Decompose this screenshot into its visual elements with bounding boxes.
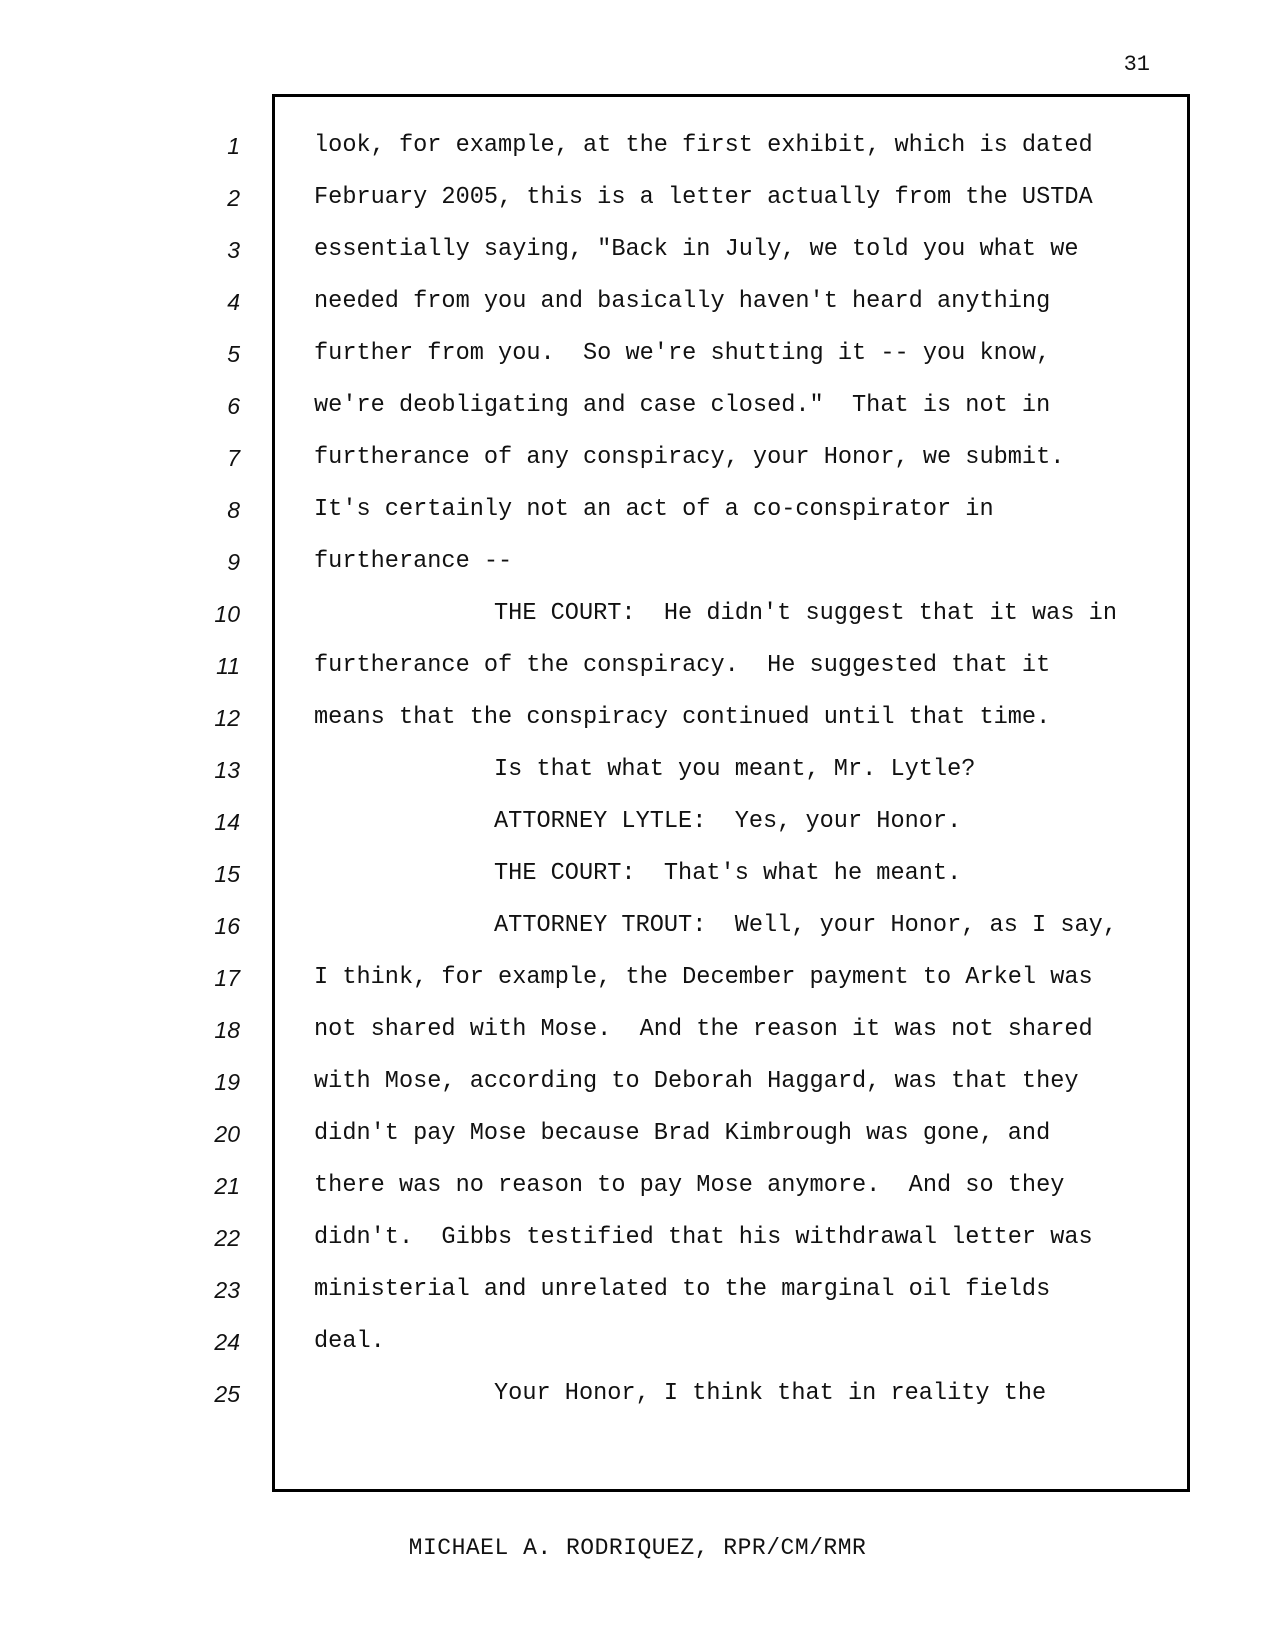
line-number: 1 [227,133,240,159]
transcript-line: didn't. Gibbs testified that his withdrawal letter was [314,1224,1093,1251]
line-number: 17 [214,965,240,991]
transcript-line: essentially saying, "Back in July, we told you what we [314,236,1079,263]
line-number: 6 [227,393,240,419]
transcript-line: furtherance of the conspiracy. He suggested that it [314,652,1051,679]
transcript-line: not shared with Mose. And the reason it was not shared [314,1016,1093,1043]
line-number: 8 [227,497,240,523]
transcript-line: deal. [314,1328,385,1355]
line-number: 19 [214,1069,240,1095]
line-number: 23 [214,1277,240,1303]
transcript-line: ATTORNEY TROUT: Well, your Honor, as I say, [494,912,1117,939]
transcript-line: Is that what you meant, Mr. Lytle? [494,756,976,783]
transcript-line: further from you. So we're shutting it -- you know, [314,340,1051,367]
line-number: 13 [214,757,240,783]
line-number: 12 [214,705,240,731]
transcript-line: needed from you and basically haven't heard anything [314,288,1051,315]
transcript-line: didn't pay Mose because Brad Kimbrough was gone, and [314,1120,1051,1147]
transcript-line: furtherance of any conspiracy, your Honor, we submit. [314,444,1065,471]
transcript-line: I think, for example, the December payment to Arkel was [314,964,1093,991]
line-number: 9 [227,549,240,575]
transcript-line: furtherance -- [314,548,513,575]
transcript-line: February 2005, this is a letter actually from the USTDA [314,184,1093,211]
line-number: 16 [214,913,240,939]
transcript-line: look, for example, at the first exhibit, which is dated [314,132,1093,159]
line-number-column [190,0,240,1650]
transcript-line: with Mose, according to Deborah Haggard, was that they [314,1068,1079,1095]
transcript-line: THE COURT: He didn't suggest that it was in [494,600,1117,627]
transcript-line: Your Honor, I think that in reality the [494,1380,1047,1407]
transcript-line: we're deobligating and case closed." That is not in [314,392,1051,419]
transcript-line: ministerial and unrelated to the marginal oil fields [314,1276,1051,1303]
line-number: 7 [227,445,240,471]
transcript-line: THE COURT: That's what he meant. [494,860,962,887]
line-number: 22 [214,1225,240,1251]
line-number: 15 [214,861,240,887]
transcript-line: there was no reason to pay Mose anymore. And so they [314,1172,1065,1199]
transcript-line: It's certainly not an act of a co-conspirator in [314,496,994,523]
line-number: 10 [214,601,240,627]
line-number: 18 [214,1017,240,1043]
page-number: 31 [1123,52,1150,77]
transcript-line: means that the conspiracy continued until that time. [314,704,1051,731]
line-number: 11 [216,653,240,679]
line-number: 4 [227,289,240,315]
reporter-footer: MICHAEL A. RODRIQUEZ, RPR/CM/RMR [408,1535,867,1561]
line-number: 3 [227,237,240,263]
line-number: 25 [214,1381,240,1407]
line-number: 14 [214,809,240,835]
line-number: 24 [214,1329,240,1355]
transcript-line: ATTORNEY LYTLE: Yes, your Honor. [494,808,962,835]
line-number: 5 [227,341,240,367]
line-number: 2 [227,185,240,211]
line-number: 21 [214,1173,240,1199]
line-number: 20 [214,1121,240,1147]
